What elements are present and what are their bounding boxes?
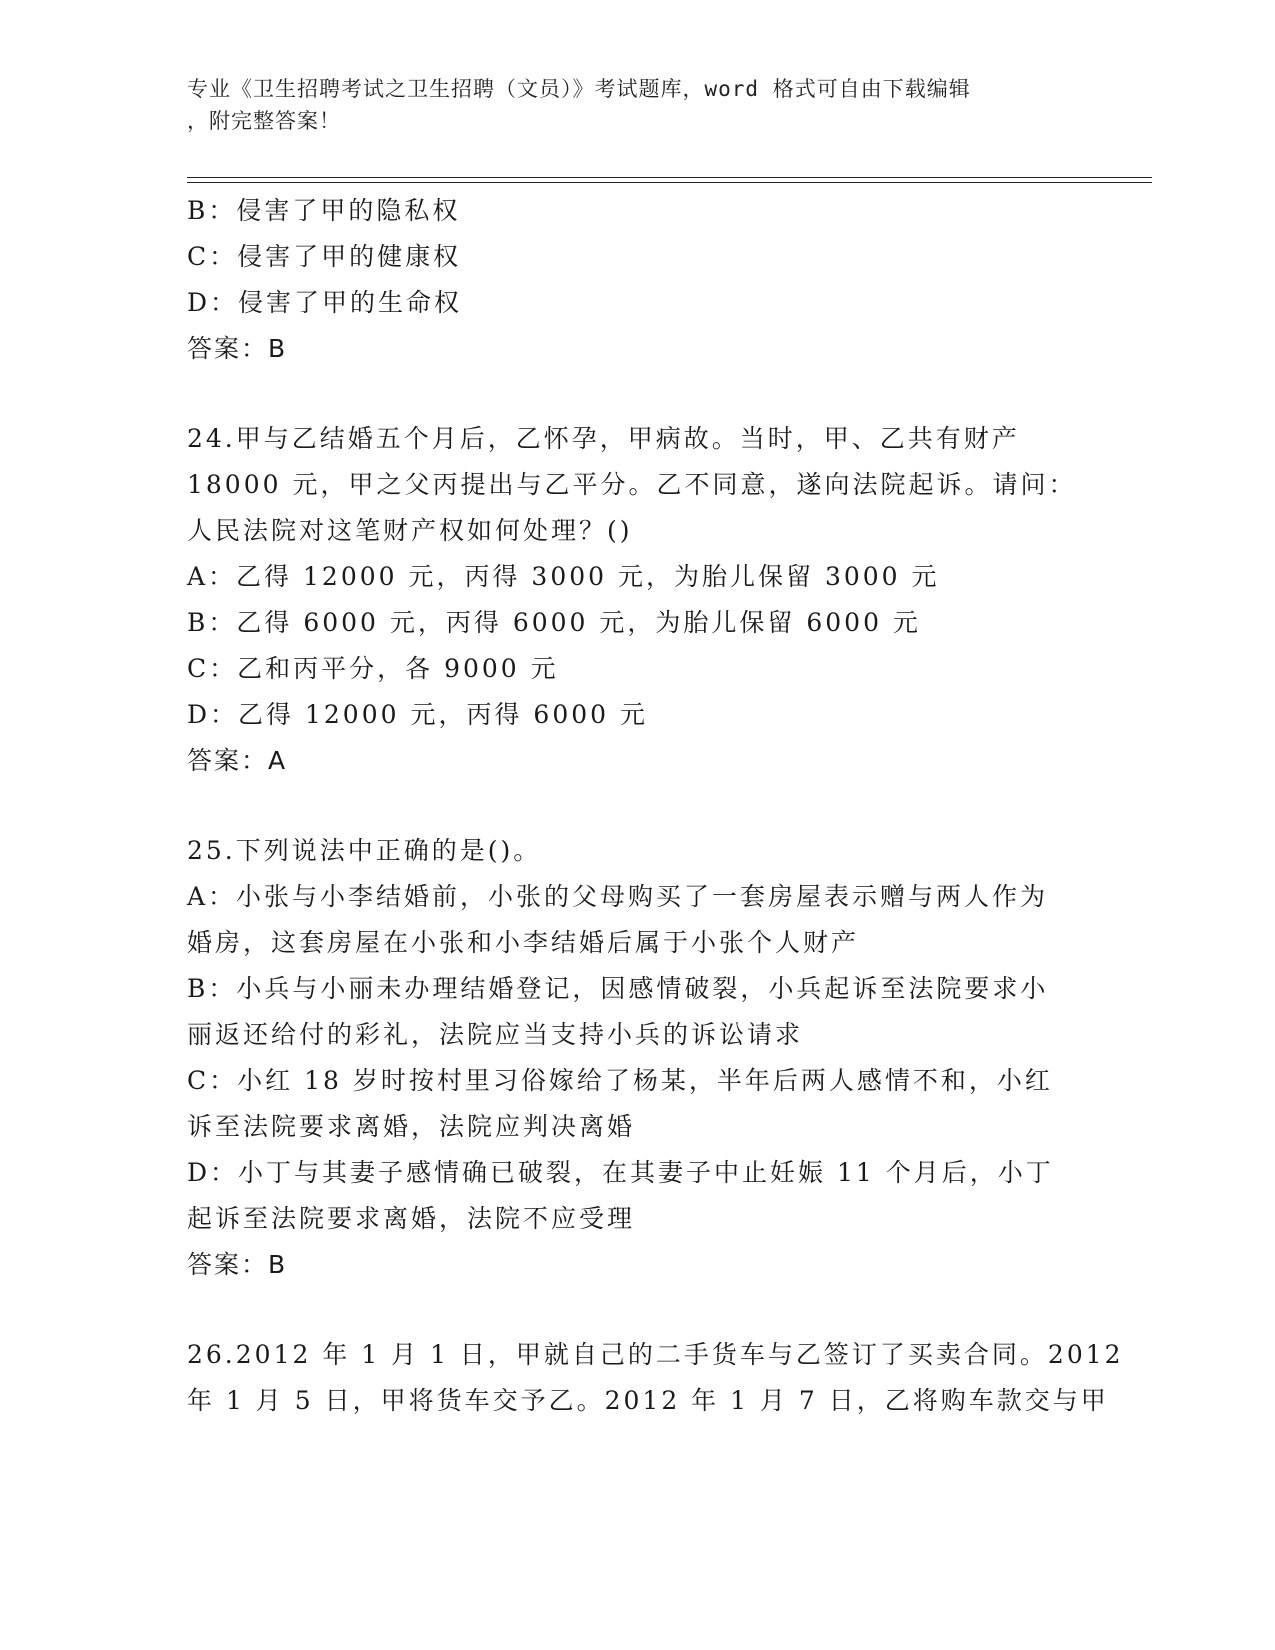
q25-answer: 答案：B — [187, 1250, 288, 1279]
q24-stem-line-3: 人民法院对这笔财产权如何处理？() — [187, 516, 633, 545]
q25-option-b-line-1: B：小兵与小丽未办理结婚登记，因感情破裂，小兵起诉至法院要求小 — [187, 974, 1049, 1003]
header-line-2: ，附完整答案！ — [187, 109, 341, 133]
spacer — [187, 784, 1087, 828]
q24-option-c: C：乙和丙平分，各 9000 元 — [187, 654, 559, 683]
spacer — [187, 372, 1087, 416]
q24-stem-line-1: 24.甲与乙结婚五个月后，乙怀孕，甲病故。当时，甲、乙共有财产 — [187, 424, 1020, 453]
spacer — [187, 1288, 1087, 1332]
q25-option-a-line-1: A：小张与小李结婚前，小张的父母购买了一套房屋表示赠与两人作为 — [187, 882, 1049, 911]
document-header — [187, 73, 1087, 137]
q24-stem-line-2: 18000 元，甲之父丙提出与乙平分。乙不同意，遂向法院起诉。请问： — [187, 470, 1077, 499]
q25-option-d-line-1: D：小丁与其妻子感情确已破裂，在其妻子中止妊娠 11 个月后，小丁 — [187, 1158, 1054, 1187]
q24-option-a: A：乙得 12000 元，丙得 3000 元，为胎儿保留 3000 元 — [187, 562, 940, 591]
q26-stem-line-1: 26.2012 年 1 月 1 日，甲就自己的二手货车与乙签订了买卖合同。2012 — [187, 1340, 1124, 1369]
document-body — [187, 188, 1124, 1424]
question-26 — [187, 1332, 1124, 1424]
question-25 — [187, 828, 1087, 1288]
q24-option-d: D：乙得 12000 元，丙得 6000 元 — [187, 700, 648, 729]
header-divider-top — [187, 177, 1152, 178]
question-24 — [187, 416, 1087, 784]
question-23-tail — [187, 188, 1087, 372]
q23-option-b: B：侵害了甲的隐私权 — [187, 196, 461, 225]
q26-stem-line-2: 年 1 月 5 日，甲将货车交予乙。2012 年 1 月 7 日，乙将购车款交与甲 — [187, 1386, 1109, 1415]
q24-answer: 答案：A — [187, 746, 288, 775]
q25-option-b-line-2: 丽返还给付的彩礼，法院应当支持小兵的诉讼请求 — [187, 1020, 804, 1049]
q23-answer: 答案：B — [187, 334, 288, 363]
q25-stem: 25.下列说法中正确的是()。 — [187, 836, 542, 865]
header-line-1: 专业《卫生招聘考试之卫生招聘（文员）》考试题库，word 格式可自由下载编辑 — [187, 77, 971, 101]
q23-option-c: C：侵害了甲的健康权 — [187, 242, 462, 271]
q24-option-b: B：乙得 6000 元，丙得 6000 元，为胎儿保留 6000 元 — [187, 608, 921, 637]
q25-option-c-line-2: 诉至法院要求离婚，法院应判决离婚 — [187, 1112, 636, 1141]
q25-option-c-line-1: C：小红 18 岁时按村里习俗嫁给了杨某，半年后两人感情不和，小红 — [187, 1066, 1053, 1095]
q23-option-d: D：侵害了甲的生命权 — [187, 288, 463, 317]
q25-option-a-line-2: 婚房，这套房屋在小张和小李结婚后属于小张个人财产 — [187, 928, 860, 957]
header-divider-bottom — [187, 182, 1152, 183]
q25-option-d-line-2: 起诉至法院要求离婚，法院不应受理 — [187, 1204, 636, 1233]
